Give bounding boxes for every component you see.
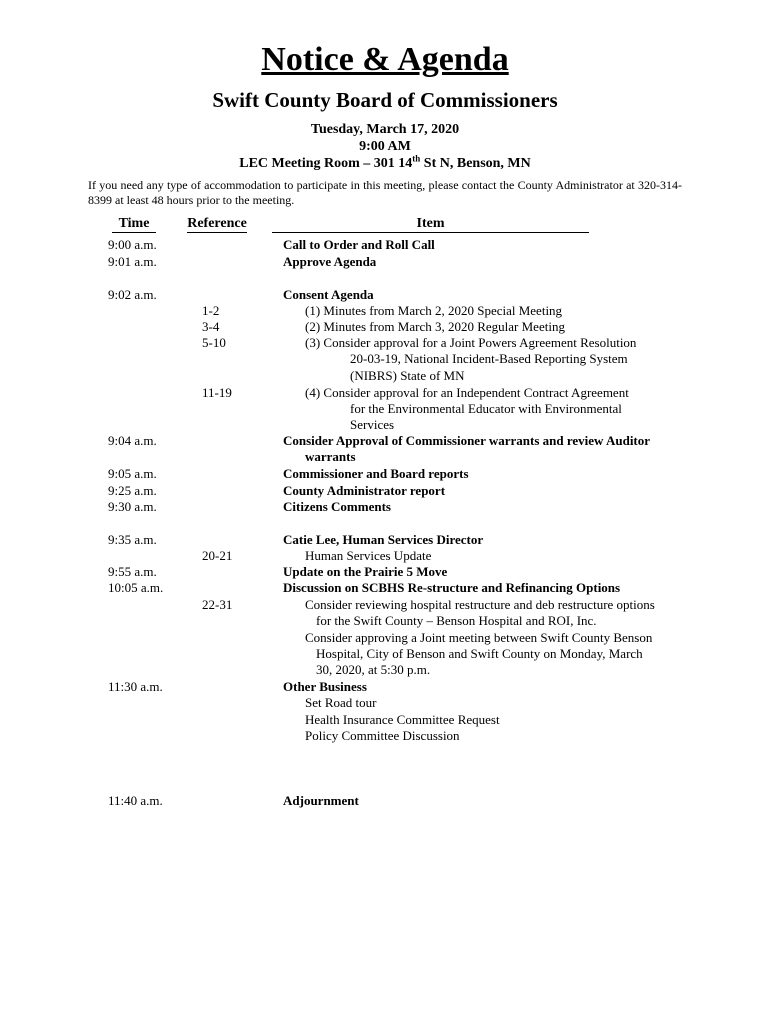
agenda-item-continued: warrants: [305, 449, 356, 464]
page-title: Notice & Agenda: [261, 41, 509, 78]
agenda-item: Discussion on SCBHS Re-structure and Refinancing Options: [283, 580, 621, 595]
agenda-subitem-continued: 20-03-19, National Incident-Based Reporting System: [350, 351, 628, 366]
agenda-item: Commissioner and Board reports: [283, 466, 469, 481]
time-cell: 9:30 a.m.: [108, 499, 157, 514]
agenda-subitem: (4) Consider approval for an Independent Contract Agreement: [305, 385, 629, 400]
time-cell: 9:55 a.m.: [108, 564, 157, 579]
meeting-date: Tuesday, March 17, 2020: [310, 122, 460, 137]
agenda-subitem: (2) Minutes from March 3, 2020 Regular Meeting: [305, 319, 565, 334]
column-header-reference: Reference: [187, 216, 247, 231]
agenda-item: Citizens Comments: [283, 499, 391, 514]
agenda-subitem: Consider approving a Joint meeting between Swift County Benson: [305, 630, 653, 645]
board-name: Swift County Board of Commissioners: [212, 88, 558, 112]
agenda-subitem-continued: Services: [350, 417, 395, 432]
time-cell: 10:05 a.m.: [108, 580, 164, 595]
agenda-subitem: (1) Minutes from March 2, 2020 Special Meeting: [305, 303, 563, 318]
reference-cell: 3-4: [202, 319, 220, 334]
time-cell: 9:00 a.m.: [108, 237, 157, 252]
reference-cell: 22-31: [202, 597, 233, 612]
agenda-item: Update on the Prairie 5 Move: [283, 564, 448, 579]
time-cell: 9:05 a.m.: [108, 466, 157, 481]
agenda-subitem-continued: for the Swift County – Benson Hospital and ROI, Inc.: [316, 613, 597, 628]
agenda-subitem-continued: Hospital, City of Benson and Swift County on Monday, March: [316, 646, 643, 661]
meeting-time: 9:00 AM: [359, 139, 411, 154]
agenda-subitem: Policy Committee Discussion: [305, 728, 460, 743]
column-header-item: Item: [272, 215, 589, 233]
agenda-subitem: (3) Consider approval for a Joint Powers Agreement Resolution: [305, 335, 637, 350]
reference-cell: 11-19: [202, 385, 232, 400]
agenda-subitem: Health Insurance Committee Request: [305, 712, 500, 727]
agenda-item: Other Business: [283, 679, 367, 694]
location-superscript: th: [412, 153, 421, 164]
agenda-item: Catie Lee, Human Services Director: [283, 532, 484, 547]
reference-cell: 1-2: [202, 303, 220, 318]
column-header-time: Time: [112, 215, 156, 233]
meeting-location: [0, 155, 770, 172]
agenda-item: Consider Approval of Commissioner warrants and review Auditor: [283, 433, 651, 448]
reference-cell: 5-10: [202, 335, 226, 350]
agenda-item: Consent Agenda: [283, 287, 374, 302]
agenda-subitem: Set Road tour: [305, 695, 377, 710]
agenda-item: County Administrator report: [283, 483, 446, 498]
time-cell: 11:30 a.m.: [108, 679, 163, 694]
agenda-subitem: Human Services Update: [305, 548, 432, 563]
location-text-end: St N, Benson, MN: [420, 156, 531, 171]
time-cell: 9:25 a.m.: [108, 483, 157, 498]
time-cell: 11:40 a.m.: [108, 793, 163, 808]
time-cell: 9:35 a.m.: [108, 532, 157, 547]
accommodation-notice: If you need any type of accommodation to participate in this meeting, please contact the County Administrator at 320-314-8399 at least 48 hours prior to the meeting.: [88, 178, 682, 207]
time-cell: 9:02 a.m.: [108, 287, 157, 302]
agenda-subitem-continued: 30, 2020, at 5:30 p.m.: [316, 662, 431, 677]
location-text: LEC Meeting Room – 301 14: [239, 156, 413, 171]
agenda-subitem-continued: (NIBRS) State of MN: [350, 368, 465, 383]
agenda-subitem-continued: for the Environmental Educator with Environmental: [350, 401, 622, 416]
agenda-item: Approve Agenda: [283, 254, 377, 269]
reference-cell: 20-21: [202, 548, 233, 563]
time-cell: 9:04 a.m.: [108, 433, 157, 448]
agenda-subitem: Consider reviewing hospital restructure and deb restructure options: [305, 597, 655, 612]
agenda-item: Adjournment: [283, 793, 359, 808]
time-cell: 9:01 a.m.: [108, 254, 157, 269]
agenda-item: Call to Order and Roll Call: [283, 237, 435, 252]
